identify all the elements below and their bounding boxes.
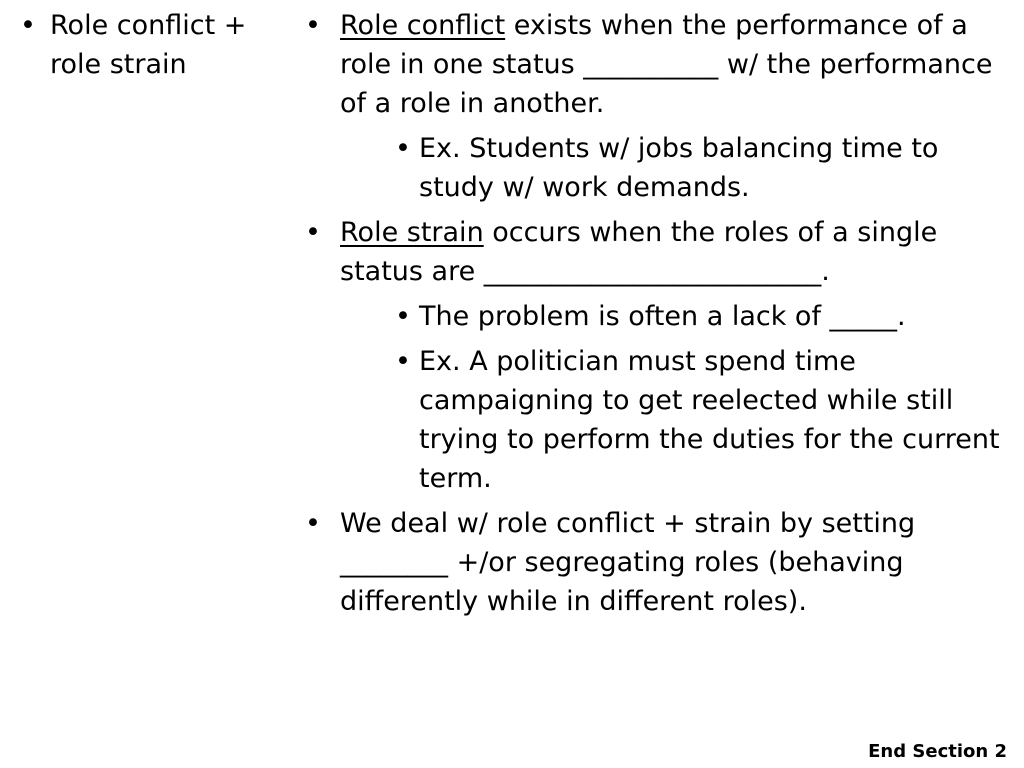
bullet-role-strain: [305, 213, 1017, 291]
bullet-text: exists when the performance of a role in one status __________ w/ the performance of a role in another.: [340, 10, 993, 119]
bullet-icon: •: [305, 508, 321, 539]
sub-bullet-text: Ex. Students w/ jobs balancing time to study w/ work demands.: [419, 133, 939, 203]
sub-list-role-conflict: [305, 129, 1017, 207]
left-heading-text: Role conflict + role strain: [50, 10, 247, 80]
sub-bullet-lack-of: [395, 297, 1017, 336]
right-column: [305, 6, 1017, 627]
bullet-dealing-with-conflict: [305, 504, 1017, 621]
left-heading: [20, 6, 270, 84]
bullet-icon: •: [395, 301, 411, 332]
bullet-text: occurs when the roles of a single status are _________________________.: [340, 217, 938, 287]
bullet-icon: •: [20, 10, 36, 41]
bullet-icon: •: [305, 217, 321, 248]
sub-bullet-politician-example: [395, 342, 1017, 498]
bullet-icon: •: [395, 133, 411, 164]
sub-bullet-text: The problem is often a lack of _____.: [419, 301, 906, 332]
sub-bullet-students-example: [395, 129, 1017, 207]
left-column: [20, 6, 270, 84]
term-role-strain: Role strain: [340, 217, 484, 248]
footer-section-label: End Section 2: [868, 741, 1007, 762]
bullet-role-conflict: [305, 6, 1017, 123]
term-role-conflict: Role conflict: [340, 10, 506, 41]
bullet-text: We deal w/ role conflict + strain by setting ________ +/or segregating roles (behaving differently while in different roles).: [340, 508, 916, 617]
bullet-icon: •: [395, 346, 411, 377]
sub-bullet-text: Ex. A politician must spend time campaigning to get reelected while still trying to perform the duties for the current term.: [419, 346, 1000, 494]
sub-list-role-strain: [305, 297, 1017, 498]
bullet-icon: •: [305, 10, 321, 41]
